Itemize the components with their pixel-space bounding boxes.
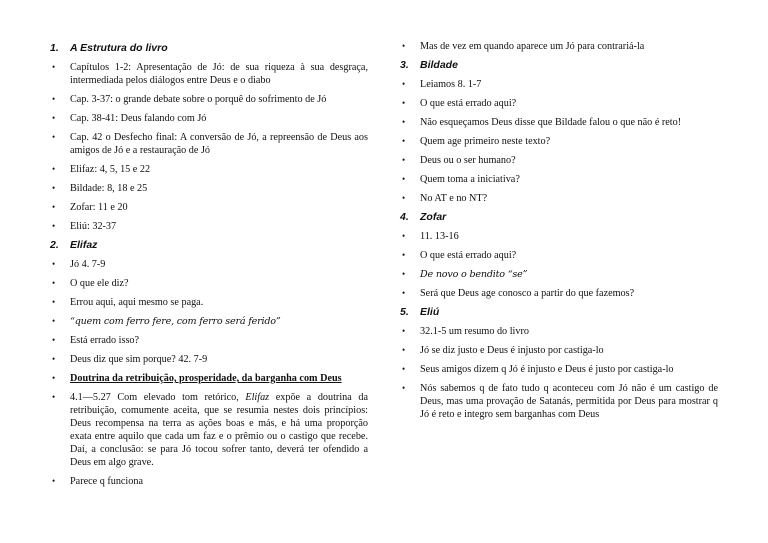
bullet-icon: •	[52, 335, 56, 345]
bullet-icon: •	[52, 183, 56, 193]
section-title: A Estrutura do livro	[70, 42, 168, 54]
bullet-icon: •	[402, 155, 406, 165]
section-heading-bildade	[400, 59, 718, 72]
section-title: Zofar	[420, 211, 447, 223]
bullet-icon: •	[52, 202, 56, 212]
list-item: • De novo o bendito “se”	[402, 269, 528, 280]
list-item: • No AT e no NT?	[402, 193, 488, 204]
bullet-icon: •	[402, 41, 406, 51]
section-title: Elifaz	[70, 239, 98, 251]
list-item: • Será que Deus age conosco a partir do que fazemos?	[402, 288, 635, 299]
list-item: • Jó se diz justo e Deus é injusto por castiga-lo	[402, 345, 604, 356]
bullet-icon: •	[402, 98, 406, 108]
bullet-icon: •	[402, 174, 406, 184]
list-item: • Parece q funciona	[52, 476, 143, 487]
list-item: • Não esqueçamos Deus disse que Bildade falou o que não é reto!	[402, 117, 682, 128]
list-item: • Leiamos 8. 1-7	[402, 79, 482, 90]
right-column	[400, 38, 718, 421]
bullet-icon: •	[402, 326, 406, 336]
section-number: 2.	[50, 239, 59, 251]
list-item: • “quem com ferro fere, com ferro será ferido”	[52, 316, 281, 327]
bullet-icon: •	[52, 94, 56, 104]
section-number: 4.	[400, 211, 409, 223]
list-item: • O que está errado aqui?	[402, 98, 517, 109]
bullet-icon: •	[52, 259, 56, 269]
list-item: • Deus diz que sim porque? 42. 7-9	[52, 354, 208, 365]
list-estrutura	[50, 61, 368, 233]
list-item: • Elifaz: 4, 5, 15 e 22	[52, 164, 151, 175]
bullet-icon: •	[52, 113, 56, 123]
section-number: 1.	[50, 42, 59, 54]
bullet-icon: •	[52, 297, 56, 307]
bullet-icon: •	[402, 231, 406, 241]
bullet-icon: •	[402, 79, 406, 89]
list-zofar	[400, 230, 718, 300]
list-item: • Zofar: 11 e 20	[52, 202, 128, 213]
bullet-icon: •	[52, 164, 56, 174]
list-item: • 32.1-5 um resumo do livro	[402, 326, 529, 337]
bullet-icon: •	[402, 250, 406, 260]
bullet-icon: •	[52, 132, 56, 142]
bullet-icon: •	[402, 383, 406, 393]
bullet-icon: •	[402, 345, 406, 355]
list-item: • O que ele diz?	[52, 278, 129, 289]
list-item: • Jó 4. 7-9	[52, 259, 106, 270]
bullet-icon: •	[402, 288, 406, 298]
left-column	[50, 38, 368, 488]
bullet-icon: •	[402, 193, 406, 203]
list-item: • O que está errado aqui?	[402, 250, 517, 261]
bullet-icon: •	[52, 221, 56, 231]
list-item: • Nós sabemos q de fato tudo q aconteceu com Jó não é um castigo de Deus, mas uma provação de Satanás, permitida por Deus para mostrar q Jó é reto e integro sem barganhas com Deus	[402, 383, 718, 420]
list-bildade	[400, 78, 718, 205]
list-item: • Mas de vez em quando aparece um Jó para contrariá-la	[402, 41, 645, 52]
list-item: • 4.1—5.27 Com elevado tom retórico, Elifaz expõe a doutrina da retribuição, comumente aceita, que se resumia nestes dois princípios: Deus recompensa na terra as ações boas e más, e há uma proporção exata entre aquilo que cada um faz e o prêmio ou o castigo que recebe. Daí, a conclusão: se para Jó tocou sofrer tanto, deverá ter ofendido a Deus em algo grave.	[52, 392, 368, 468]
list-item: • Seus amigos dizem q Jó é injusto e Deus é justo por castiga-lo	[402, 364, 674, 375]
list-eliu	[400, 325, 718, 421]
section-number: 5.	[400, 306, 409, 318]
list-item: • Quem toma a iniciativa?	[402, 174, 520, 185]
section-number: 3.	[400, 59, 409, 71]
emphasis-elifaz: Elifaz	[245, 392, 270, 403]
bullet-icon: •	[402, 117, 406, 127]
bullet-icon: •	[52, 476, 56, 486]
list-item: • Cap. 42 o Desfecho final: A conversão de Jó, a repreensão de Deus aos amigos de Jó e a restauração de Jó	[52, 132, 368, 156]
list-item: • Quem age primeiro neste texto?	[402, 136, 551, 147]
bullet-icon: •	[52, 278, 56, 288]
list-item: • Eliú: 32-37	[52, 221, 117, 232]
bullet-icon: •	[52, 354, 56, 364]
list-elifaz	[50, 258, 368, 488]
section-heading-estrutura	[50, 42, 368, 55]
list-item: • Doutrina da retribuição, prosperidade, da barganha com Deus	[52, 373, 342, 384]
section-heading-zofar	[400, 211, 718, 224]
list-item: • Está errado isso?	[52, 335, 140, 346]
list-item: • Deus ou o ser humano?	[402, 155, 516, 166]
list-elifaz-cont	[400, 40, 718, 53]
bullet-icon: •	[52, 392, 56, 402]
section-heading-elifaz	[50, 239, 368, 252]
list-item: • 11. 13-16	[402, 231, 459, 242]
bullet-icon: •	[52, 62, 56, 72]
bullet-icon: •	[402, 136, 406, 146]
list-item: • Cap. 38-41: Deus falando com Jó	[52, 113, 207, 124]
bullet-icon: •	[52, 316, 56, 326]
list-item: • Cap. 3-37: o grande debate sobre o porquê do sofrimento de Jó	[52, 94, 327, 105]
list-item: • Errou aqui, aqui mesmo se paga.	[52, 297, 204, 308]
section-title: Eliú	[420, 306, 440, 318]
section-heading-eliu	[400, 306, 718, 319]
bullet-icon: •	[402, 269, 406, 279]
section-title: Bildade	[420, 59, 458, 71]
list-item: • Bildade: 8, 18 e 25	[52, 183, 148, 194]
bullet-icon: •	[402, 364, 406, 374]
bullet-icon: •	[52, 373, 56, 383]
list-item: • Capítulos 1-2: Apresentação de Jó: de sua riqueza à sua desgraça, intermediada pelos diálogos entre Deus e o diabo	[52, 62, 368, 86]
